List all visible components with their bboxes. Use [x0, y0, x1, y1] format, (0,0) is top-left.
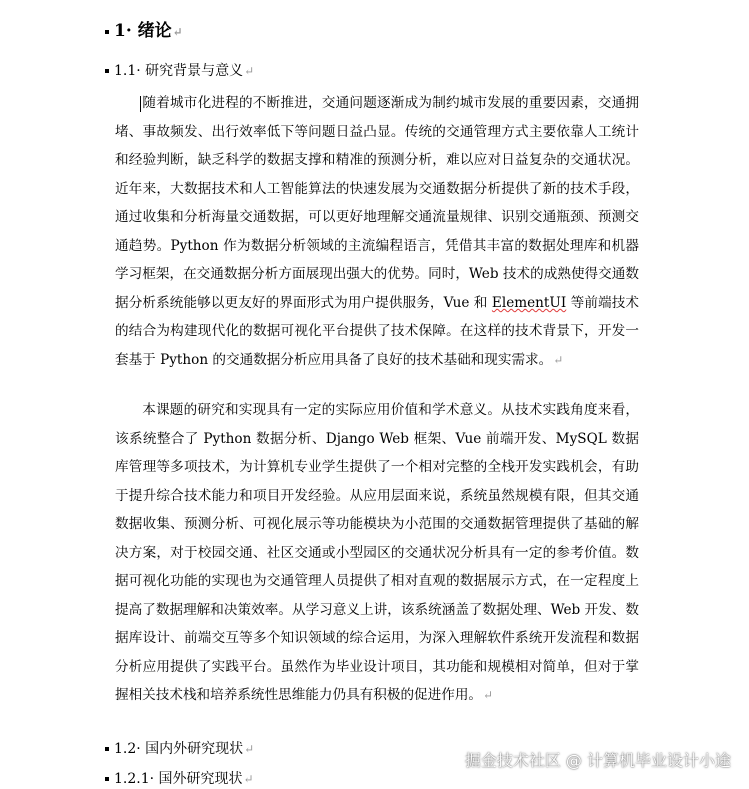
heading-bullet — [105, 777, 109, 781]
paragraph-mark-icon: ↵ — [244, 64, 255, 78]
watermark-text: 掘金技术社区 @ 计算机毕业设计小途 — [464, 751, 731, 770]
section-heading-1-1 — [105, 60, 254, 80]
paragraph-text: 等前端技术的结合为构建现代化的数据可视化平台提供了技术保障。在这样的技术背景下，开发一套基于 Python 的交通数据分析应用具备了良好的技术基础和现实需求。 — [115, 294, 640, 368]
heading-bullet — [105, 69, 109, 73]
chapter-heading-text: 1· 绪论 — [114, 21, 172, 41]
paragraph-mark-icon: ↵ — [243, 772, 254, 786]
section-heading-text: 1.2· 国内外研究现状 — [114, 741, 244, 757]
paragraph-mark-icon: ↵ — [483, 688, 494, 703]
paragraph-text: 随着城市化进程的不断推进，交通问题逐渐成为制约城市发展的重要因素，交通拥堵、事故频发、出行效率低下等问题日益凸显。传统的交通管理方式主要依靠人工统计和经验判断，缺乏科学的数据支撑和精准的预测分析，难以应对日益复杂的交通状况。近年来，大数据技术和人工智能算法的快速发展为交通数据分析提供了新的技术手段，通过收集和分析海量交通数据，可以更好地理解交通流量规律、识别交通瓶颈、预测交通趋势。Python 作为数据分析领域的主流编程语言，凭借其丰富的数据处理库和机器学习框架，在交通数据分析方面展现出强大的优势。同时，Web 技术的成熟使得交通数据分析系统能够以更友好的界面形式为用户提供服务，Vue 和 — [115, 95, 639, 311]
section-heading-1-2 — [105, 738, 254, 758]
paragraph-mark-icon: ↵ — [553, 352, 564, 367]
body-paragraph-2[interactable] — [115, 396, 639, 710]
heading-bullet — [105, 30, 109, 34]
paragraph-text: 本课题的研究和实现具有一定的实际应用价值和学术意义。从技术实践角度来看，该系统整合了 Python 数据分析、Django Web 框架、Vue 前端开发、MySQL 数据库管理等多项技术，为计算机专业学生提供了一个相对完整的全栈开发实践机会，有助于提升综合技术能力和项目开发经验。从应用层面来说，系统虽然规模有限，但其交通数据收集、预测分析、可视化展示等功能模块为小范围的交通数据管理提供了基础的解决方案，对于校园交通、社区交通或小型园区的交通状况分析具有一定的参考价值。数据可视化功能的实现也为交通管理人员提供了相对直观的数据展示方式，在一定程度上提高了数据理解和决策效率。从学习意义上讲，该系统涵盖了数据处理、Web 开发、数据库设计、前端交互等多个知识领域的综合运用，为深入理解软件系统开发流程和数据分析应用提供了实践平台。虽然作为毕业设计项目，其功能和规模相对简单，但对于掌握相关技术栈和培养系统性思维能力仍具有积极的促进作用。 — [115, 402, 639, 704]
heading-bullet — [105, 747, 109, 751]
paragraph-mark-icon: ↵ — [244, 742, 255, 756]
spellcheck-underlined-word[interactable]: ElementUI — [491, 294, 567, 311]
subsection-heading-text: 1.2.1· 国外研究现状 — [114, 771, 243, 787]
body-paragraph-1[interactable] — [115, 89, 639, 374]
chapter-heading — [105, 16, 183, 41]
subsection-heading-1-2-1 — [105, 768, 254, 788]
section-heading-text: 1.1· 研究背景与意义 — [114, 63, 244, 79]
paragraph-mark-icon: ↵ — [172, 25, 183, 39]
